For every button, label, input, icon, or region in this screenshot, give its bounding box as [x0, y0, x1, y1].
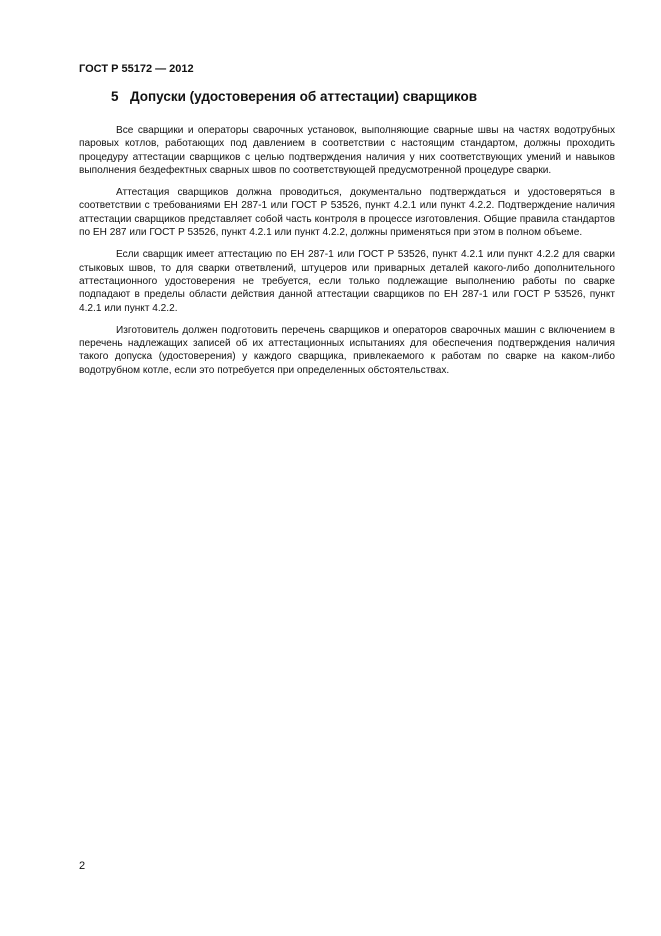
- page-number: 2: [79, 860, 86, 872]
- section-number: 5: [111, 89, 119, 104]
- paragraph: Аттестация сварщиков должна проводиться, документально подтверждаться и удостоверяться в соответствии с требованиями ЕН 287-1 или ГОСТ Р 53526, пункт 4.2.1 или пункт 4.2.2. Подтверждение наличия аттестации сварщиков представляет собой часть контроля в процессе изготовления. Общие правила стандартов по ЕН 287 или ГОСТ Р 53526, пункт 4.2.1 или пункт 4.2.2, должны применяться при этом в полном объеме.: [79, 187, 615, 239]
- paragraph: Если сварщик имеет аттестацию по ЕН 287-1 или ГОСТ Р 53526, пункт 4.2.1 или пункт 4.2.2 для сварки стыковых швов, то для сварки ответвлений, штуцеров или приварных деталей какого-либо дополнительного аттестационного удостоверения не требуется, если только подлежащие выполнению работы по сварке подпадают в пределы области действия данной аттестации сварщиков по ЕН 287-1 или ГОСТ Р 53526, пункт 4.2.1 или пункт 4.2.2.: [79, 249, 615, 314]
- section-body: [79, 124, 615, 386]
- section-title: Допуски (удостоверения об аттестации) сварщиков: [130, 89, 477, 104]
- paragraph: Изготовитель должен подготовить перечень сварщиков и операторов сварочных машин с включением в перечень надлежащих записей об их аттестационных испытаниях для обеспечения подтверждения наличия такого допуска (удостоверения) у каждого сварщика, привлекаемого к работам по сварке на каком-либо водотрубном котле, если это потребуется при определенных обстоятельствах.: [79, 324, 615, 376]
- document-header: ГОСТ Р 55172 — 2012: [79, 63, 194, 75]
- paragraph: Все сварщики и операторы сварочных установок, выполняющие сварные швы на частях водотрубных паровых котлов, работающих под давлением в соответствии с настоящим стандартом, должны проходить процедуру аттестации сварщиков с целью подтверждения наличия у них соответствующих умений и навыков выполнения бездефектных сварных швов по соответствующей предусмотренной процедуре сварки.: [79, 125, 615, 176]
- section-heading: [111, 89, 477, 104]
